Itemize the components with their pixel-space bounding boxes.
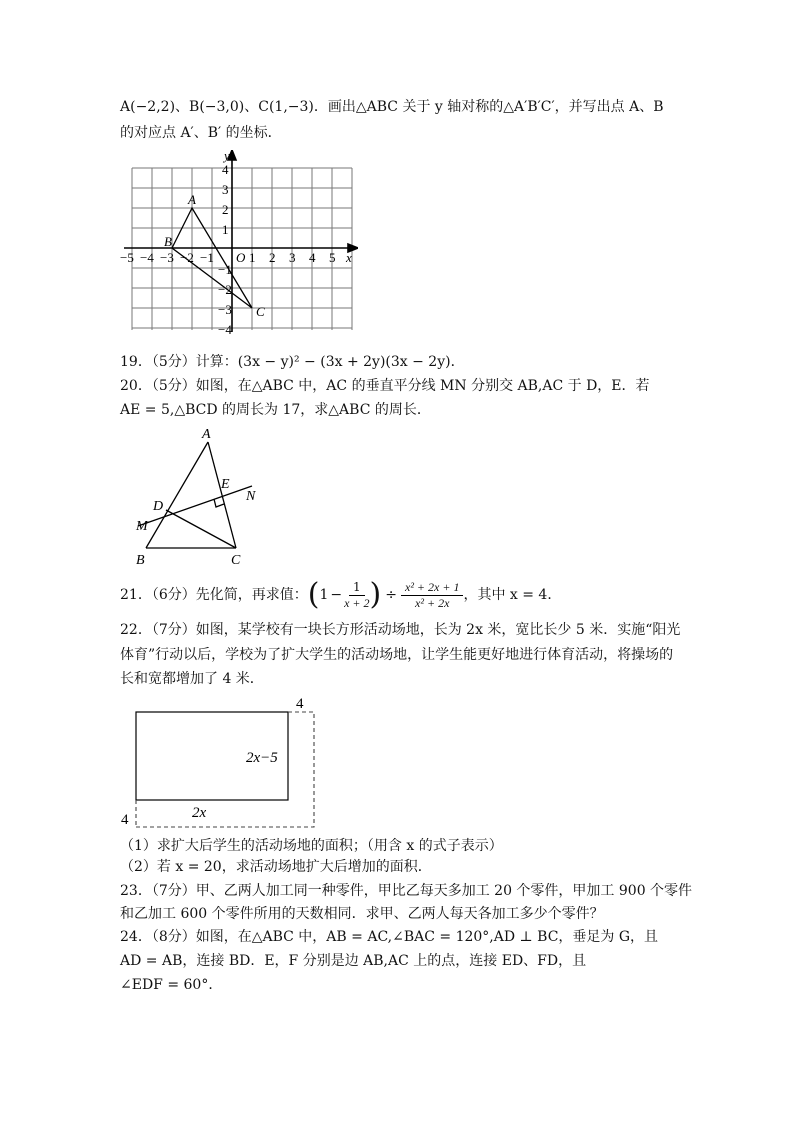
coordinate-grid-figure (118, 150, 358, 340)
rectangle-expansion-figure (118, 690, 328, 830)
q22-sub2: （2）若 x = 20，求活动场地扩大后增加的面积． (120, 859, 432, 875)
fig-top-right-label: 4 (296, 696, 304, 712)
q21-one: 1 (319, 587, 329, 603)
x-tick: 5 (329, 250, 336, 265)
label-b: B (136, 553, 145, 568)
y-tick: −3 (218, 302, 232, 317)
q24-line1: 24．（8分）如图，在△ABC 中，AB = AC,∠BAC = 120°,AD ⊥ BC，垂足为 G，且 (120, 929, 659, 945)
q21-div: ÷ (385, 587, 397, 603)
q21-line: 21．（6分）先化简，再求值： ( 1 − $\frac{1}{x + 2}$ ) ÷ $\frac{\text{x² + 2x + 1}}{\text{x² + 2x}}$ ，其中 x = 4． (120, 577, 562, 612)
label-a: A (202, 427, 211, 442)
label-m: M (136, 519, 148, 534)
q21-suffix: ，其中 x = 4． (463, 587, 562, 603)
x-tick: −3 (160, 250, 174, 265)
q19-text: 19．（5分）计算：(3x − y)² − (3x + 2y)(3x − 2y)． (120, 354, 465, 370)
x-tick: −4 (140, 250, 154, 265)
axis-y-label: y (224, 150, 230, 163)
q21-frac2 (401, 580, 463, 611)
q22-line1: 22．（7分）如图，某学校有一块长方形活动场地，长为 2x 米，宽比长少 5 米．实施“阳光 (120, 622, 681, 638)
point-b-label: B (164, 234, 172, 249)
label-n: N (246, 489, 256, 504)
q22-sub1: （1）求扩大后学生的活动场地的面积；（用含 x 的式子表示） (120, 838, 503, 854)
fig-bottom-left-label: 4 (121, 812, 129, 828)
y-tick: 2 (222, 202, 229, 217)
q21-minus: − (330, 587, 343, 603)
point-c-label: C (256, 304, 265, 319)
x-tick: −2 (180, 250, 194, 265)
q24-line3: ∠EDF = 60°． (120, 977, 223, 993)
y-tick: 4 (222, 162, 229, 177)
q21-frac2-den: x² + 2x (415, 595, 450, 610)
fig-width-label: 2x−5 (246, 750, 278, 766)
x-tick: 1 (249, 250, 256, 265)
q21-prefix: 21．（6分）先化简，再求值： (120, 587, 308, 603)
y-tick: −1 (218, 262, 232, 277)
label-c: C (231, 553, 241, 568)
y-tick: 3 (222, 182, 229, 197)
point-a-label: A (188, 192, 196, 207)
q24-line2: AD = AB，连接 BD．E，F 分别是边 AB,AC 上的点，连接 ED、FD，且 (120, 953, 587, 969)
axis-x-label: x (346, 250, 352, 265)
q18-line1: A(−2,2)、B(−3,0)、C(1,−3)．画出△ABC 关于 y 轴对称的△A′B′C′，并写出点 A、B (120, 99, 664, 115)
x-tick: 3 (289, 250, 296, 265)
label-d: D (153, 499, 164, 514)
x-tick: −5 (120, 250, 134, 265)
q21-frac1-den: x + 2 (344, 595, 370, 610)
y-tick: −4 (218, 322, 232, 337)
fig-length-label: 2x (192, 805, 207, 821)
q20-line2: AE = 5,△BCD 的周长为 17，求△ABC 的周长． (120, 402, 431, 418)
x-tick: 4 (309, 250, 316, 265)
x-tick: 2 (269, 250, 276, 265)
y-tick: 1 (222, 222, 229, 237)
triangle-perpendicular-bisector-figure (128, 420, 278, 570)
q20-line1: 20．（5分）如图，在△ABC 中，AC 的垂直平分线 MN 分别交 AB,AC 于 D，E．若 (120, 378, 650, 394)
x-tick: −1 (200, 250, 214, 265)
q21-frac1 (344, 580, 369, 611)
q21-frac1-num: 1 (349, 580, 365, 596)
q21-frac2-num: x² + 2x + 1 (401, 580, 463, 596)
q23-line1: 23．（7分）甲、乙两人加工同一种零件，甲比乙每天多加工 20 个零件，甲加工 900 个零件 (120, 883, 693, 899)
q22-line3: 长和宽都增加了 4 米． (120, 671, 264, 687)
origin-label: O (236, 250, 246, 265)
q22-line2: 体育”行动以后，学校为了扩大学生的活动场地，让学生能更好地进行体育活动，将操场的 (120, 647, 674, 663)
q18-line2: 的对应点 A′、B′ 的坐标． (120, 125, 282, 141)
label-e: E (221, 477, 230, 492)
q23-line2: 和乙加工 600 个零件所用的天数相同．求甲、乙两人每天各加工多少个零件？ (120, 906, 604, 922)
y-tick: −2 (218, 282, 232, 297)
